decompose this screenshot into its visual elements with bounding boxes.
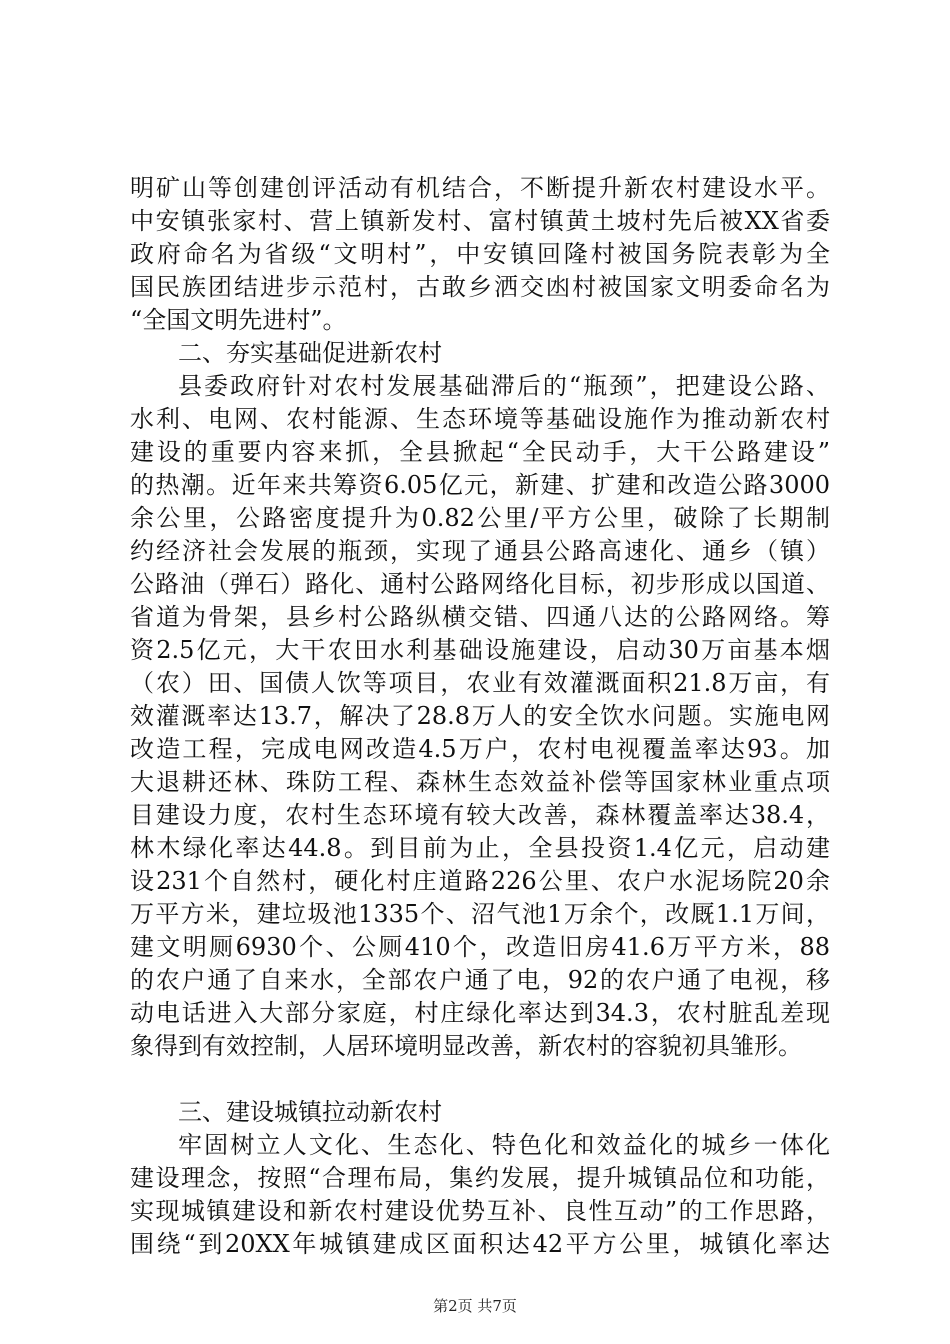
paragraph-line: 动电话进入大部分家庭，村庄绿化率达到34.3，农村脏乱差现	[130, 999, 830, 1027]
paragraph-line: 围绕“到20XX年城镇建成区面积达42平方公里，城镇化率达	[130, 1230, 830, 1258]
paragraph-line: 改造工程，完成电网改造4.5万户，农村电视覆盖率达93。加	[130, 735, 830, 763]
paragraph-spacer	[130, 1063, 830, 1096]
paragraph-line: 中安镇张家村、营上镇新发村、富村镇黄土坡村先后被XX省委	[130, 207, 830, 235]
paragraph-line: 设231个自然村，硬化村庄道路226公里、农户水泥场院20余	[130, 867, 830, 895]
section-heading: 二、夯实基础促进新农村	[178, 339, 442, 367]
paragraph-line: （农）田、国债人饮等项目，农业有效灌溉面积21.8万亩，有	[130, 669, 830, 697]
page-number-label: 第2页 共7页	[433, 1297, 517, 1315]
paragraph-line: 实现城镇建设和新农村建设优势互补、良性互动”的工作思路，	[130, 1197, 830, 1225]
paragraph-line: 目建设力度，农村生态环境有较大改善，森林覆盖率达38.4，	[130, 801, 830, 829]
paragraph-line: 余公里，公路密度提升为0.82公里/平方公里，破除了长期制	[130, 504, 830, 532]
section-heading: 三、建设城镇拉动新农村	[178, 1098, 442, 1126]
paragraph-line: 效灌溉率达13.7，解决了28.8万人的安全饮水问题。实施电网	[130, 702, 830, 730]
paragraph-line: 政府命名为省级“文明村”，中安镇回隆村被国务院表彰为全	[130, 240, 830, 268]
paragraph-line: 公路油（弹石）路化、通村公路网络化目标，初步形成以国道、	[130, 570, 830, 598]
paragraph-line: 水利、电网、农村能源、生态环境等基础设施作为推动新农村	[130, 405, 830, 433]
paragraph-line: 万平方米，建垃圾池1335个、沼气池1万余个，改厩1.1万间，	[130, 900, 830, 928]
paragraph-line: 的热潮。近年来共筹资6.05亿元，新建、扩建和改造公路3000	[130, 471, 830, 499]
paragraph-line: 林木绿化率达44.8。到目前为止，全县投资1.4亿元，启动建	[130, 834, 830, 862]
document-body	[130, 172, 830, 1261]
paragraph-line: 明矿山等创建创评活动有机结合，不断提升新农村建设水平。	[130, 174, 830, 202]
paragraph-line: 象得到有效控制，人居环境明显改善，新农村的容貌初具雏形。	[130, 1032, 802, 1060]
paragraph-line: 约经济社会发展的瓶颈，实现了通县公路高速化、通乡（镇）	[130, 537, 830, 565]
paragraph-line: 建设的重要内容来抓，全县掀起“全民动手，大干公路建设”	[130, 438, 830, 466]
paragraph-line: 建文明厕6930个、公厕410个，改造旧房41.6万平方米，88	[130, 933, 830, 961]
page-footer	[0, 1296, 950, 1316]
paragraph-line: 的农户通了自来水，全部农户通了电，92的农户通了电视，移	[130, 966, 830, 994]
paragraph-line: 省道为骨架，县乡村公路纵横交错、四通八达的公路网络。筹	[130, 603, 830, 631]
paragraph-line: 资2.5亿元，大干农田水利基础设施建设，启动30万亩基本烟	[130, 636, 830, 664]
paragraph-line: 建设理念，按照“合理布局，集约发展，提升城镇品位和功能，	[130, 1164, 830, 1192]
paragraph-line: “全国文明先进村”。	[130, 306, 347, 334]
paragraph-line: 县委政府针对农村发展基础滞后的“瓶颈”，把建设公路、	[178, 372, 830, 400]
paragraph-line: 国民族团结进步示范村，古敢乡洒交凼村被国家文明委命名为	[130, 273, 830, 301]
paragraph-line: 牢固树立人文化、生态化、特色化和效益化的城乡一体化	[178, 1131, 830, 1159]
paragraph-line: 大退耕还林、珠防工程、森林生态效益补偿等国家林业重点项	[130, 768, 830, 796]
